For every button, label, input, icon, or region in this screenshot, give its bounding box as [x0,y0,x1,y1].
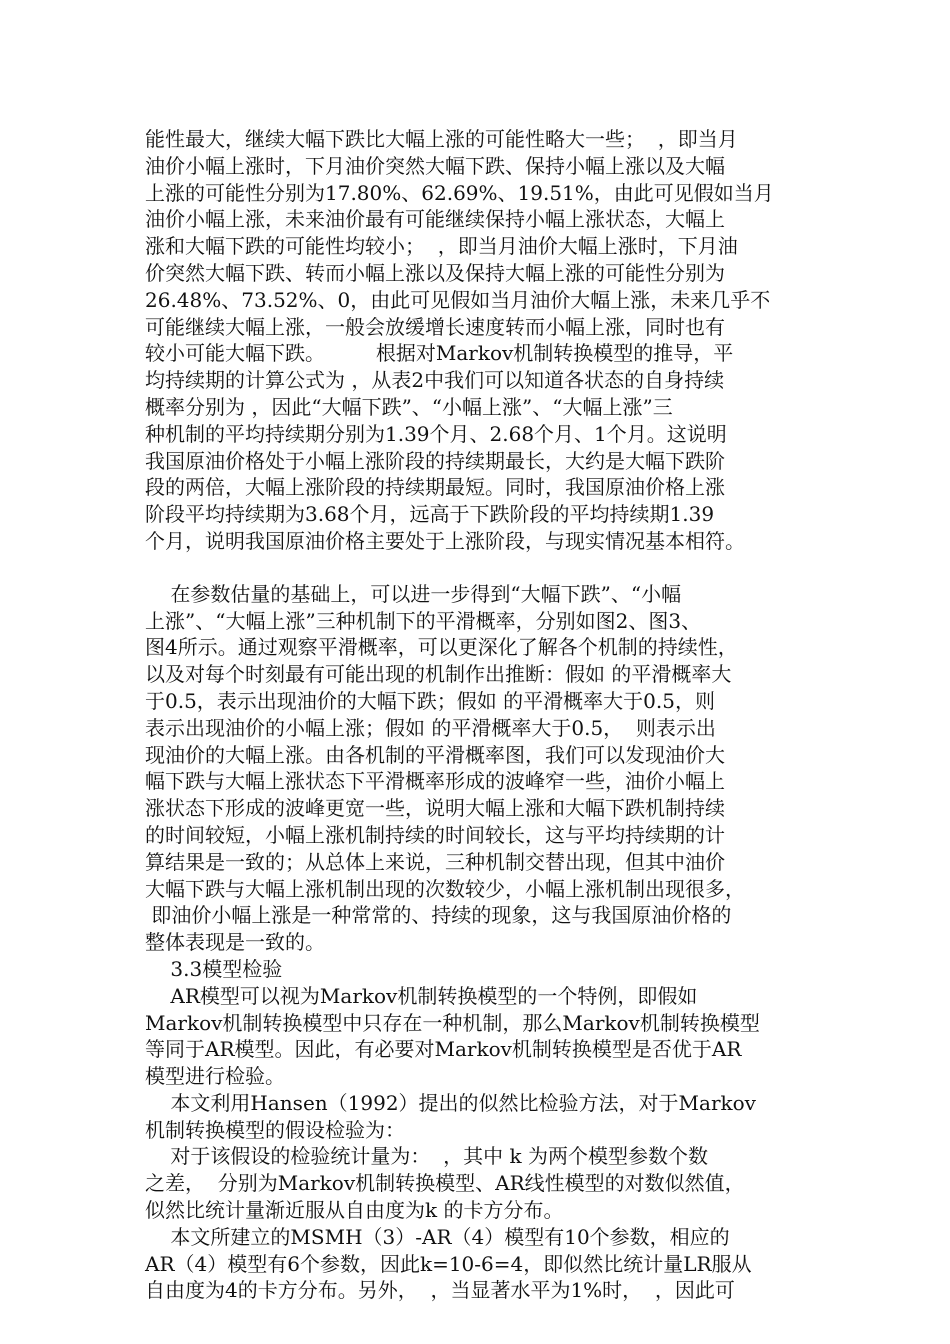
text-line: 以及对每个时刻最有可能出现的机制作出推断：假如 的平滑概率大 [145,662,732,687]
text-line: 模型进行检验。 [145,1064,285,1089]
text-line: 种机制的平均持续期分别为1.39个月、2.68个月、1个月。这说明 [145,421,727,446]
text-line: 本文利用Hansen（1992）提出的似然比检验方法，对于Markov [145,1090,756,1115]
text-line: 个月，说明我国原油价格主要处于上涨阶段，与现实情况基本相符。 [145,528,745,553]
paragraph-smoothed-probabilities [145,581,815,956]
text-line: 涨状态下形成的波峰更宽一些，说明大幅上涨和大幅下跌机制持续 [145,796,725,821]
text-line: 整体表现是一致的。 [145,930,325,955]
section-heading: 3.3模型检验 [145,956,283,981]
text-line: AR（4）模型有6个参数，因此k=10-6=4，即似然比统计量LR服从 [145,1251,752,1276]
paragraph-transition-probabilities [145,126,815,555]
text-line: 我国原油价格处于小幅上涨阶段的持续期最长，大约是大幅下跌阶 [145,448,725,473]
text-line: 对于该假设的检验统计量为： ，其中 k 为两个模型参数个数 [145,1144,708,1169]
text-line: 大幅下跌与大幅上涨机制出现的次数较少，小幅上涨机制出现很多， [145,876,745,901]
text-line: 算结果是一致的；从总体上来说，三种机制交替出现，但其中油价 [145,849,725,874]
text-line: 油价小幅上涨时，下月油价突然大幅下跌、保持小幅上涨以及大幅 [145,153,725,178]
text-line: 之差， 分别为Markov机制转换模型、AR线性模型的对数似然值， [145,1171,745,1196]
text-line: 26.48%、73.52%、0，由此可见假如当月油价大幅上涨，未来几乎不 [145,287,771,312]
text-line: 于0.5，表示出现油价的大幅下跌；假如 的平滑概率大于0.5，则 [145,688,715,713]
text-line: AR模型可以视为Markov机制转换模型的一个特例，即假如 [145,983,698,1008]
text-line: 即油价小幅上涨是一种常常的、持续的现象，这与我国原油价格的 [145,903,732,928]
text-line: 均持续期的计算公式为 ，从表2中我们可以知道各状态的自身持续 [145,368,725,393]
text-line: 涨和大幅下跌的可能性均较小； ，即当月油价大幅上涨时，下月油 [145,234,738,259]
text-line: 价突然大幅下跌、转而小幅上涨以及保持大幅上涨的可能性分别为 [145,260,725,285]
body-text [145,126,815,1304]
text-line: 阶段平均持续期为3.68个月，远高于下跌阶段的平均持续期1.39 [145,502,715,527]
text-line: 上涨”、“大幅上涨”三种机制下的平滑概率，分别如图2、图3、 [145,608,702,633]
paragraph-test-statistic [145,1143,815,1223]
text-line: 幅下跌与大幅上涨状态下平滑概率形成的波峰窄一些，油价小幅上 [145,769,725,794]
text-line: 似然比统计量渐近服从自由度为k 的卡方分布。 [145,1198,564,1223]
paragraph-likelihood-ratio-method [145,1090,815,1144]
text-line: 概率分别为 ，因此“大幅下跌”、“小幅上涨”、“大幅上涨”三 [145,394,673,419]
text-line: 自由度为4的卡方分布。另外， ，当显著水平为1%时， ，因此可 [145,1278,735,1303]
text-line: 能性最大，继续大幅下跌比大幅上涨的可能性略大一些； ，即当月 [145,127,738,151]
paragraph-ar-special-case [145,983,815,1090]
text-line: 可能继续大幅上涨，一般会放缓增长速度转而小幅上涨，同时也有 [145,314,725,339]
text-line: Markov机制转换模型中只存在一种机制，那么Markov机制转换模型 [145,1010,760,1035]
text-line: 现油价的大幅上涨。由各机制的平滑概率图，我们可以发现油价大 [145,742,725,767]
text-line: 段的两倍，大幅上涨阶段的持续期最短。同时，我国原油价格上涨 [145,475,725,500]
text-line: 油价小幅上涨，未来油价最有可能继续保持小幅上涨状态，大幅上 [145,207,725,232]
text-line: 机制转换模型的假设检验为： [145,1117,405,1142]
paragraph-model-parameters [145,1224,815,1304]
text-line: 较小可能大幅下跌。 根据对Markov机制转换模型的推导，平 [145,341,734,366]
text-line: 图4所示。通过观察平滑概率，可以更深化了解各个机制的持续性， [145,635,738,660]
text-line: 本文所建立的MSMH（3）-AR（4）模型有10个参数，相应的 [145,1224,730,1249]
paragraph-gap [145,555,815,581]
text-line: 等同于AR模型。因此，有必要对Markov机制转换模型是否优于AR [145,1037,742,1062]
text-line: 的时间较短，小幅上涨机制持续的时间较长，这与平均持续期的计 [145,822,725,847]
text-line: 上涨的可能性分别为17.80%、62.69%、19.51%，由此可见假如当月 [145,180,774,205]
text-line: 在参数估量的基础上，可以进一步得到“大幅下跌”、“小幅 [145,581,682,606]
text-line: 表示出现油价的小幅上涨；假如 的平滑概率大于0.5， 则表示出 [145,715,716,740]
